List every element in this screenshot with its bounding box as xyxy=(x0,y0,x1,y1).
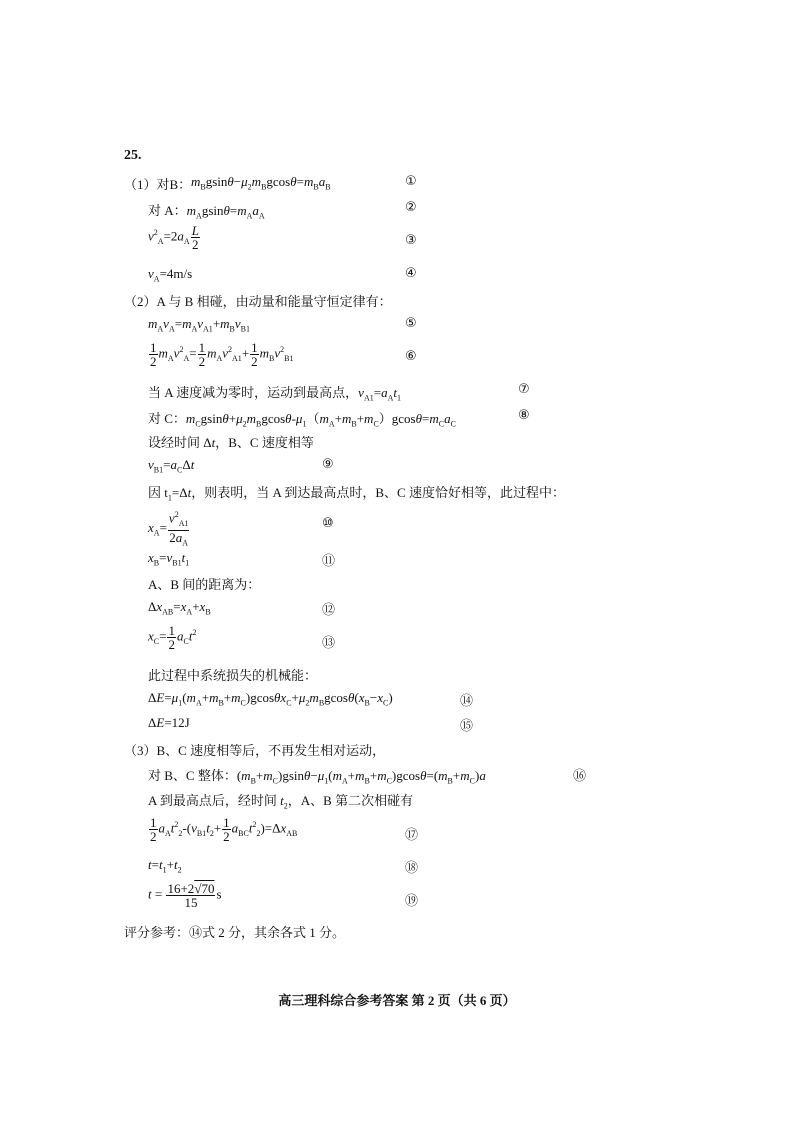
eq-5: $m_Av_A=m_Av_{A1}+m_Bv_{B1}$ xyxy=(148,316,251,334)
question-number: 25. xyxy=(124,148,142,163)
eq-4: $v_A=4m/s$ xyxy=(148,266,193,284)
eq-11: $x_B=v_{B1}t_1$ xyxy=(148,550,190,568)
eq-num-11: ⑪ xyxy=(322,554,336,569)
eq-12: $\Delta x_{AB}=x_A+x_B$ xyxy=(148,599,211,617)
eq-16: 对 B、C 整体：$(m_B+m_C)gsin\theta-\mu_1(m_A+m_B+m_C)gcos\theta=(m_B+m_C)a$ xyxy=(148,768,486,786)
eq-13: $x_C=$ $\frac{1}{2}$ $a_Ct^2$ xyxy=(148,623,197,652)
part1-label: （1）对B： xyxy=(124,177,192,192)
text-set-time: 设经时间 Δt，B、C 速度相等 xyxy=(148,435,314,450)
eq-num-4: ④ xyxy=(405,266,417,281)
eq-num-16: ⑯ xyxy=(573,769,587,784)
eq-num-13: ⑬ xyxy=(322,636,336,651)
eq-num-18: ⑱ xyxy=(405,861,419,876)
text-energy-loss: 此过程中系统损失的机械能： xyxy=(148,668,318,683)
eq-15: ΔE=12J xyxy=(148,715,190,730)
eq-num-15: ⑮ xyxy=(460,719,474,734)
eq-num-9: ⑨ xyxy=(322,457,334,472)
eq-num-3: ③ xyxy=(405,233,417,248)
eq-7: 当 A 速度减为零时，运动到最高点，$v_{A1}=a_At_1$ xyxy=(148,385,401,403)
eq-6: $\frac{1}{2}$ $m_Av^2_A=$ $\frac{1}{2}$ $m_Av^2_{A1}+$ $\frac{1}{2}$ $m_Bv^2_{B1}$ xyxy=(150,340,294,369)
text-because: 因 $t_1=\Delta t$，则表明，当 A 到达最高点时，B、C 速度恰好相等，此过程中： xyxy=(148,485,565,503)
text-distance: A、B 间的距离为： xyxy=(148,577,261,592)
page-footer: 高三理科综合参考答案 第 2 页（共 6 页） xyxy=(278,993,516,1008)
eq-num-2: ② xyxy=(405,200,417,215)
eq-num-8: ⑧ xyxy=(518,408,530,423)
eq-19: t = $\frac{16+2√70}{15}$ s xyxy=(148,881,222,910)
eq-14: $\Delta E=\mu_1(m_A+m_B+m_C)gcos\theta x_C+\mu_2m_Bgcos\theta(x_B-x_C)$ xyxy=(148,690,393,708)
eq-num-14: ⑭ xyxy=(460,694,474,709)
eq-17: $\frac{1}{2}$ $a_At^2_2-(v_{B1}t_2+$ $\frac{1}{2}$ $a_{BC}t^2_2)=\Delta x_{AB}$ xyxy=(150,815,298,844)
eq-num-10: ⑩ xyxy=(322,516,334,531)
eq-1: $m_Bgsin\theta-\mu_2m_Bgcos\theta=m_Ba_B$ xyxy=(191,174,331,192)
text-second-collision: A 到最高点后，经时间 $t_2$，A、B 第二次相碰有 xyxy=(148,793,414,811)
eq-9: $v_{B1}=a_C\Delta t$ xyxy=(148,457,195,475)
eq-num-17: ⑰ xyxy=(405,828,419,843)
part2-label: （2）A 与 B 相碰，由动量和能量守恒定律有： xyxy=(124,294,392,309)
eq-10: $x_A=$ $\frac{v^2_{A1}}{2a_A}$ xyxy=(148,510,189,548)
eq-num-1: ① xyxy=(405,174,417,189)
eq-num-12: ⑫ xyxy=(322,603,336,618)
eq-num-5: ⑤ xyxy=(405,316,417,331)
eq-num-19: ⑲ xyxy=(405,894,419,909)
eq-18: $t=t_1+t_2$ xyxy=(148,857,182,875)
eq-3: $v^2_A=2a_A$ $\frac{L}{2}$ xyxy=(148,223,199,252)
eq-num-7: ⑦ xyxy=(518,382,530,397)
scoring-note: 评分参考：⑭式 2 分，其余各式 1 分。 xyxy=(124,925,346,940)
eq-8: 对 C：$m_Cgsin\theta+\mu_2m_Bgcos\theta-\mu_1(m_A+m_B+m_C)gcos\theta=m_Ca_C$ xyxy=(148,411,456,429)
eq-num-6: ⑥ xyxy=(405,349,417,364)
eq-2: 对 A：$m_Agsin\theta=m_Aa_A$ xyxy=(148,203,265,221)
part3-label: （3）B、C 速度相等后，不再发生相对运动， xyxy=(124,743,386,758)
